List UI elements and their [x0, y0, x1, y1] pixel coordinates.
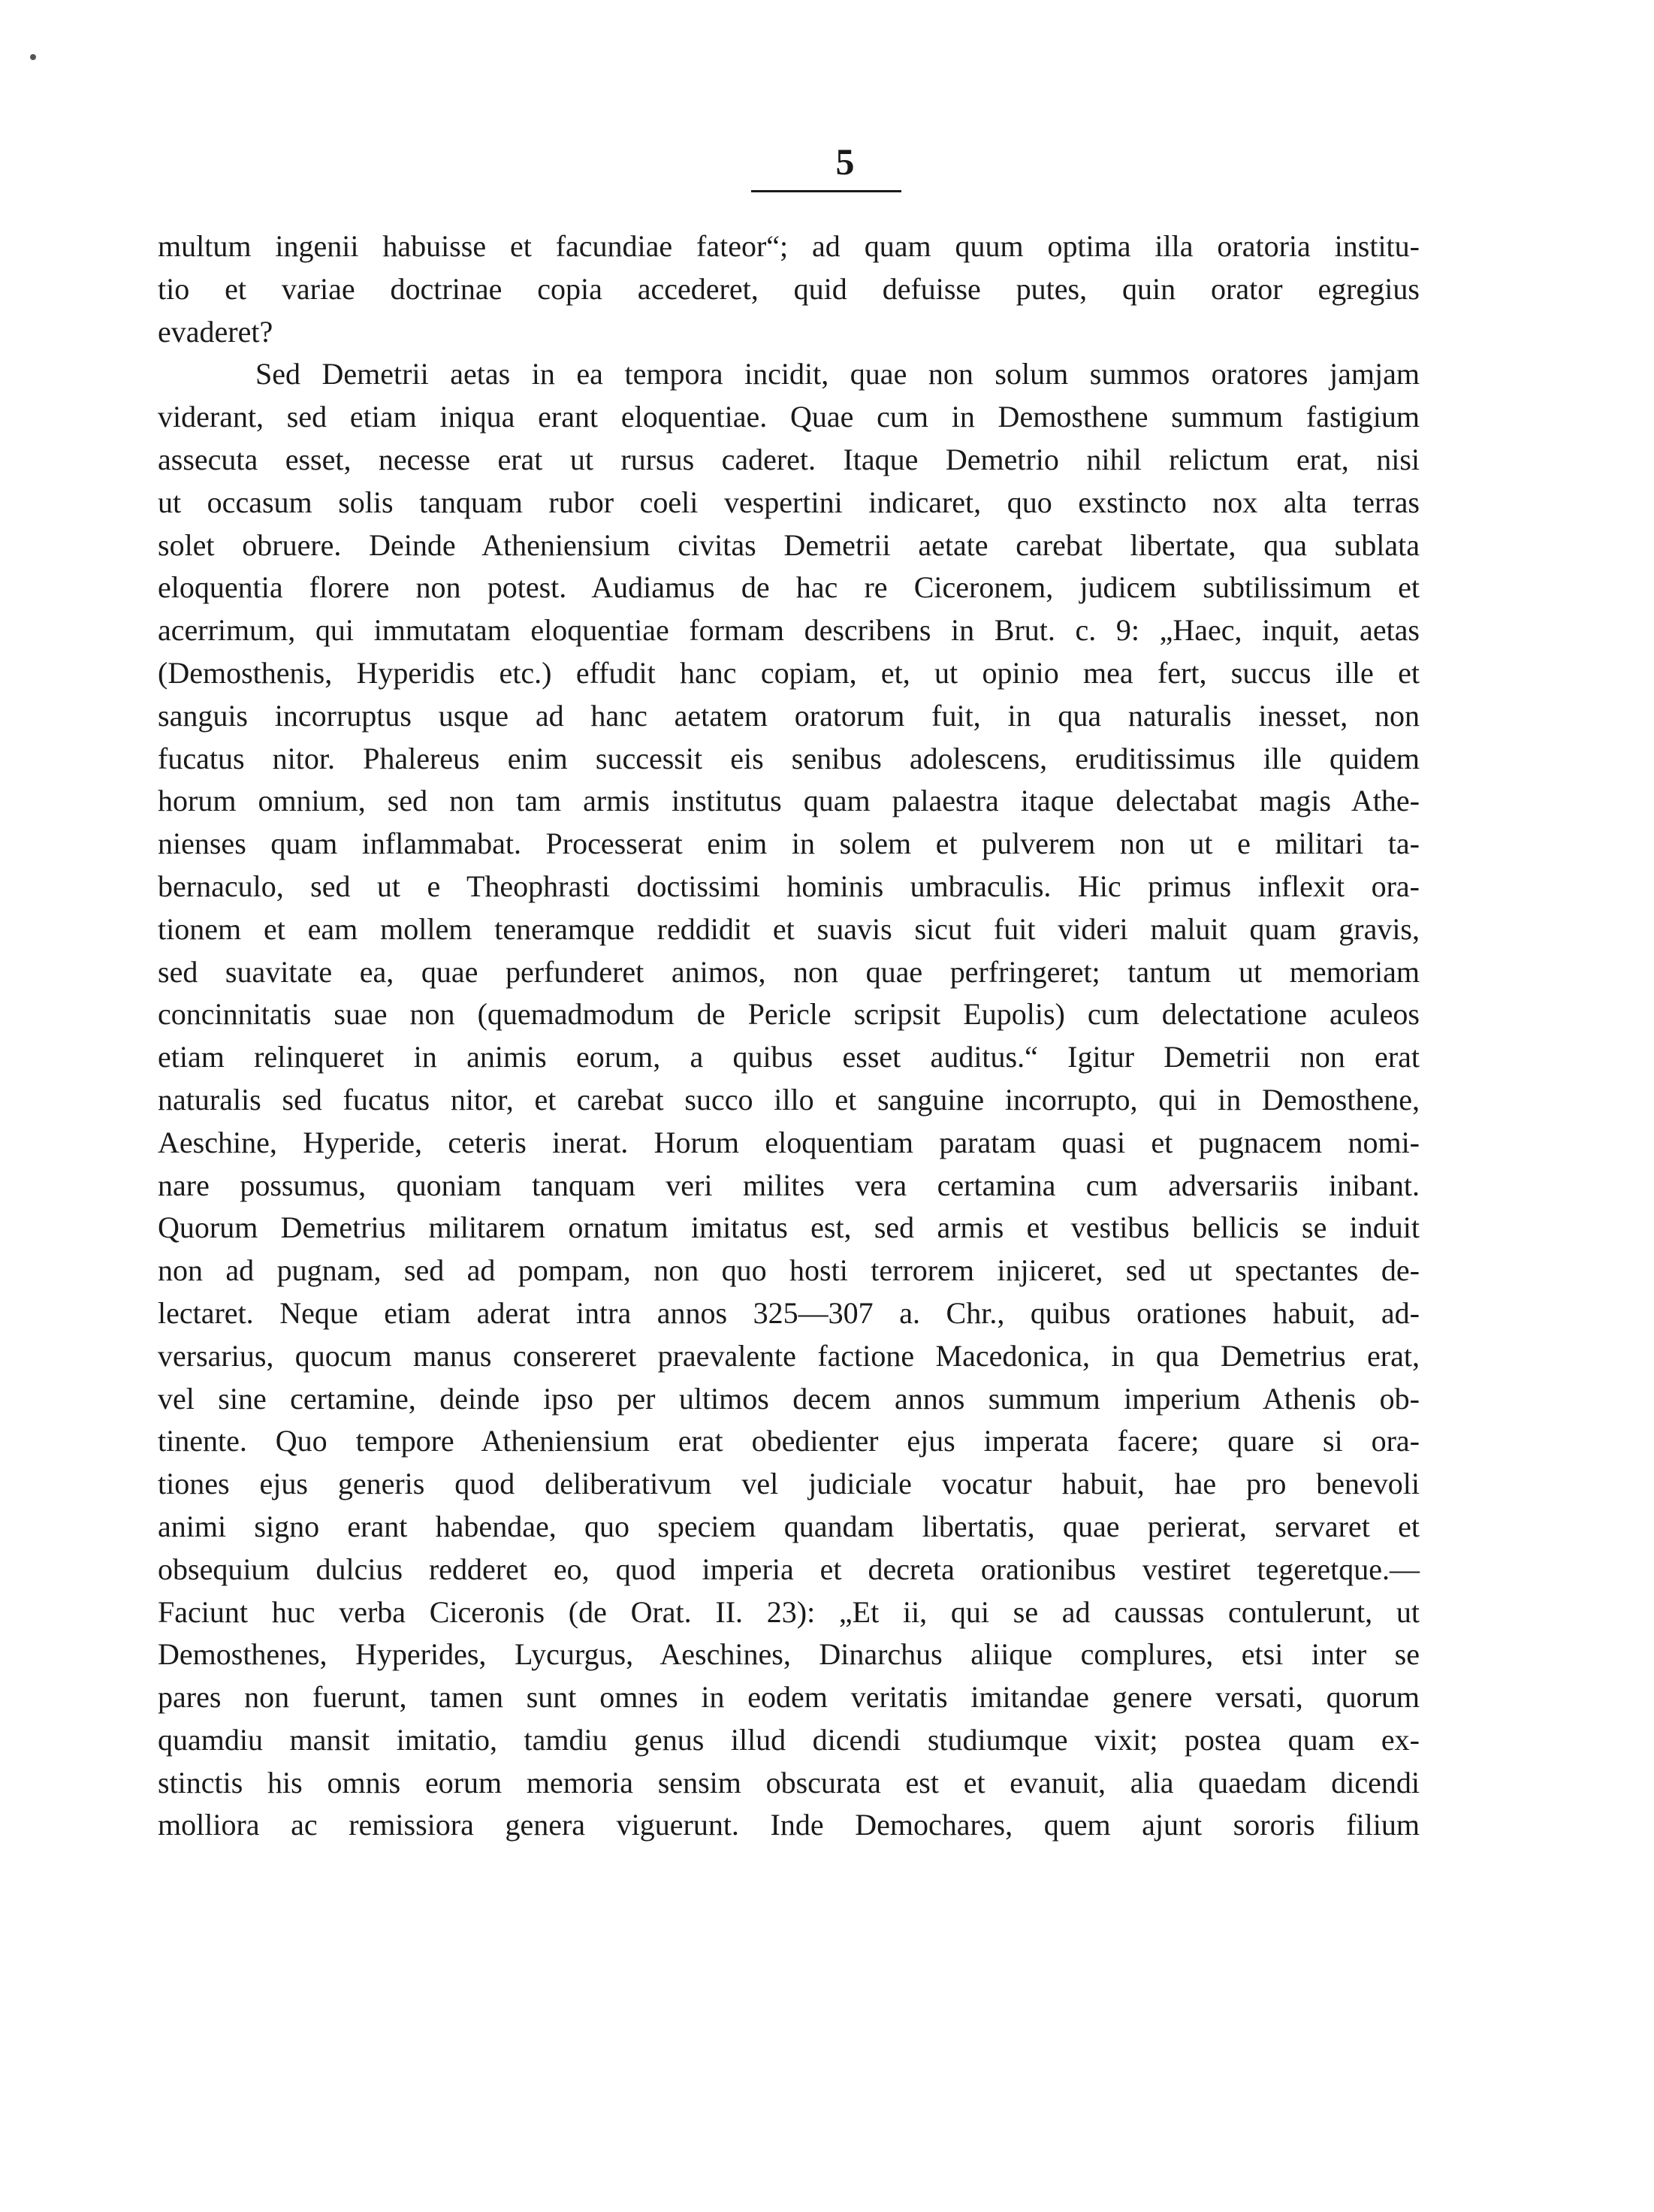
text-line: solet obruere. Deinde Atheniensium civitas Demetrii aetate carebat libertate, qua sublata	[158, 527, 1420, 562]
text-line: evaderet?	[158, 314, 273, 349]
text-line: stinctis his omnis eorum memoria sensim obscurata est et evanuit, alia quaedam dicendi	[158, 1765, 1420, 1800]
text-line: versarius, quocum manus consereret praevalente factione Macedonica, in qua Demetrius erat,	[158, 1338, 1420, 1373]
text-line: naturalis sed fucatus nitor, et carebat succo illo et sanguine incorrupto, qui in Demosthene,	[158, 1082, 1420, 1117]
text-line: obsequium dulcius redderet eo, quod imperia et decreta orationibus vestiret tegeretque.—	[158, 1552, 1420, 1586]
text-line: tiones ejus generis quod deliberativum vel judiciale vocatur habuit, hae pro benevoli	[158, 1467, 1420, 1501]
text-line: ut occasum solis tanquam rubor coeli vespertini indicaret, quo exstincto nox alta terras	[158, 485, 1420, 519]
text-line: assecuta esset, necesse erat ut rursus caderet. Itaque Demetrio nihil relictum erat, nisi	[158, 442, 1420, 476]
text-line: nienses quam inflammabat. Processerat enim in solem et pulverem non ut e militari ta-	[158, 826, 1420, 861]
text-line: multum ingenii habuisse et facundiae fateor“; ad quam quum optima illa oratoria institu-	[158, 229, 1420, 263]
text-line: acerrimum, qui immutatam eloquentiae formam describens in Brut. c. 9: „Haec, inquit, aetas	[158, 613, 1420, 648]
text-line: viderant, sed etiam iniqua erant eloquentiae. Quae cum in Demosthene summum fastigium	[158, 400, 1420, 434]
page-number: 5	[835, 141, 855, 183]
text-line: fucatus nitor. Phalereus enim successit eis senibus adolescens, eruditissimus ille quidem	[158, 741, 1420, 775]
text-line: (Demosthenis, Hyperidis etc.) effudit hanc copiam, et, ut opinio mea fert, succus ille et	[158, 655, 1420, 690]
text-line: concinnitatis suae non (quemadmodum de Pericle scripsit Eupolis) cum delectatione aculeos	[158, 997, 1420, 1032]
text-line: animi signo erant habendae, quo speciem quandam libertatis, quae perierat, servaret et	[158, 1509, 1420, 1543]
text-line: lectaret. Neque etiam aderat intra annos 325—307 a. Chr., quibus orationes habuit, ad-	[158, 1295, 1420, 1330]
page-number-rule	[751, 190, 901, 192]
text-line: etiam relinqueret in animis eorum, a quibus esset auditus.“ Igitur Demetrii non erat	[158, 1040, 1420, 1074]
text-line: tionem et eam mollem teneramque reddidit et suavis sicut fuit videri maluit quam gravis,	[158, 911, 1420, 946]
text-line: horum omnium, sed non tam armis institutus quam palaestra itaque delectabat magis Athe-	[158, 784, 1420, 818]
text-line: pares non fuerunt, tamen sunt omnes in eodem veritatis imitandae genere versati, quorum	[158, 1680, 1420, 1715]
text-line: quamdiu mansit imitatio, tamdiu genus illud dicendi studiumque vixit; postea quam ex-	[158, 1722, 1420, 1757]
text-line: Faciunt huc verba Ciceronis (de Orat. II. 23): „Et ii, qui se ad caussas contulerunt, ut	[158, 1594, 1420, 1629]
text-line: Sed Demetrii aetas in ea tempora incidit, quae non solum summos oratores jamjam	[255, 357, 1420, 391]
text-line: Aeschine, Hyperide, ceteris inerat. Horum eloquentiam paratam quasi et pugnacem nomi-	[158, 1125, 1420, 1159]
ink-speck	[30, 54, 36, 60]
text-line: sed suavitate ea, quae perfunderet animos, non quae perfringeret; tantum ut memoriam	[158, 954, 1420, 989]
text-line: eloquentia florere non potest. Audiamus de hac re Ciceronem, judicem subtilissimum et	[158, 570, 1420, 605]
text-line: sanguis incorruptus usque ad hanc aetatem oratorum fuit, in qua naturalis inesset, non	[158, 698, 1420, 733]
text-line: Quorum Demetrius militarem ornatum imitatus est, sed armis et vestibus bellicis se induit	[158, 1210, 1420, 1245]
text-line: molliora ac remissiora genera viguerunt. Inde Demochares, quem ajunt sororis filium	[158, 1808, 1420, 1842]
text-line: non ad pugnam, sed ad pompam, non quo hosti terrorem injiceret, sed ut spectantes de-	[158, 1253, 1420, 1288]
body-text	[158, 225, 1420, 1847]
text-line: bernaculo, sed ut e Theophrasti doctissimi hominis umbraculis. Hic primus inflexit ora-	[158, 869, 1420, 903]
text-line: vel sine certamine, deinde ipso per ultimos decem annos summum imperium Athenis ob-	[158, 1381, 1420, 1416]
text-line: tinente. Quo tempore Atheniensium erat obedienter ejus imperata facere; quare si ora-	[158, 1424, 1420, 1458]
text-line: nare possumus, quoniam tanquam veri milites vera certamina cum adversariis inibant.	[158, 1168, 1420, 1202]
text-line: Demosthenes, Hyperides, Lycurgus, Aeschines, Dinarchus aliique complures, etsi inter se	[158, 1637, 1420, 1672]
text-line: tio et variae doctrinae copia accederet, quid defuisse putes, quin orator egregius	[158, 271, 1420, 306]
